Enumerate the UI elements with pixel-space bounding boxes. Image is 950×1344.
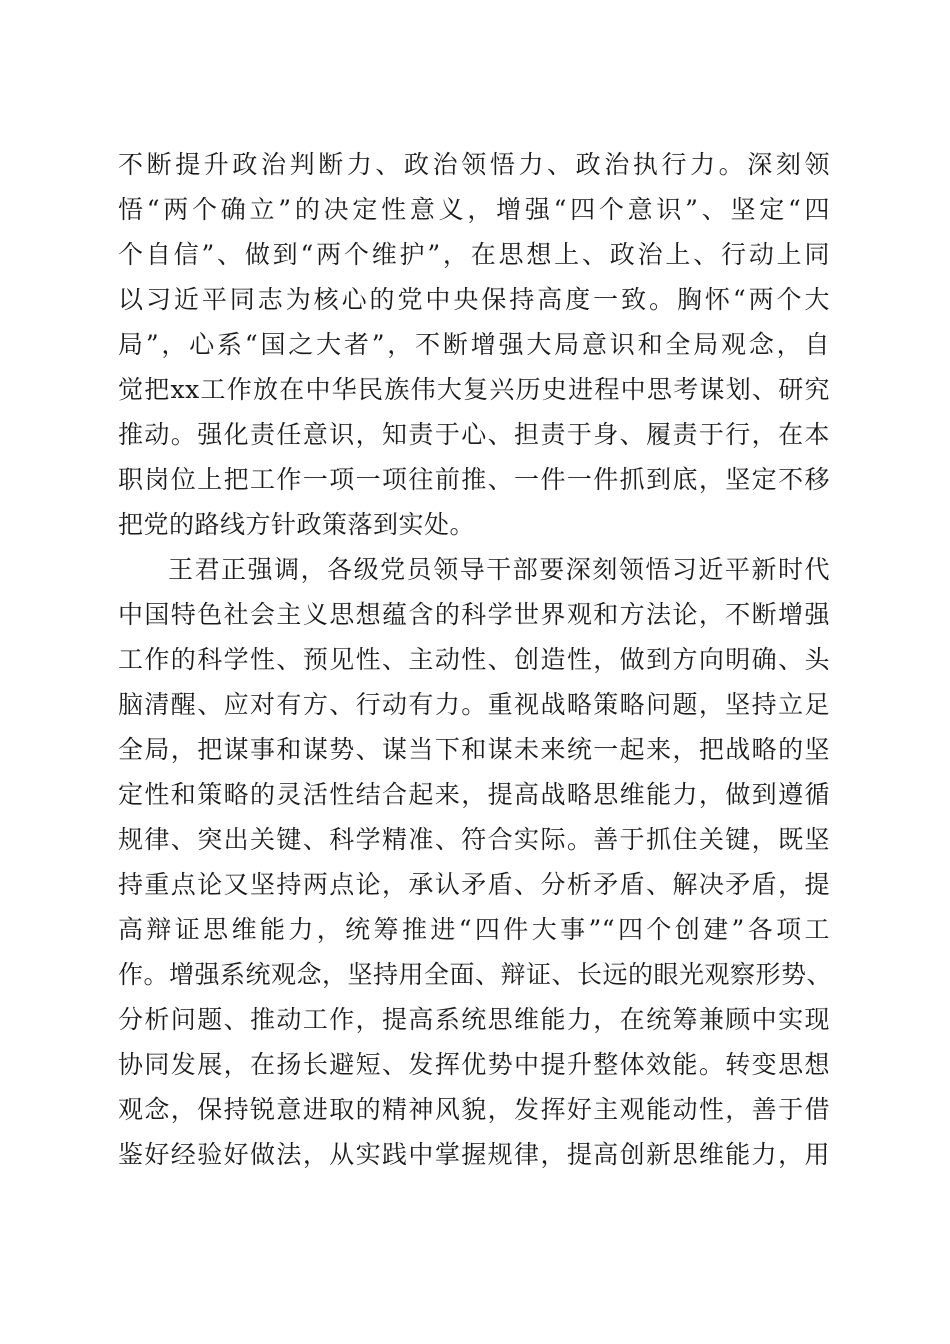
text-line: 协同发展，在扬长避短、发挥优势中提升整体效能。转变思想	[118, 1050, 830, 1079]
text-line: 高辩证思维能力，统筹推进“四件大事”“四个创建”各项工	[118, 915, 830, 944]
text-line: 悟“两个确立”的决定性意义，增强“四个意识”、坚定“四	[118, 195, 830, 224]
text-line: 全局，把谋事和谋势、谋当下和谋未来统一起来，把战略的坚	[118, 735, 830, 764]
text-line: 中国特色社会主义思想蕴含的科学世界观和方法论，不断增强	[118, 600, 830, 629]
text-line: 局”，心系“国之大者”，不断增强大局意识和全局观念，自	[118, 330, 830, 359]
text-line: 觉把xx工作放在中华民族伟大复兴历史进程中思考谋划、研究	[118, 375, 830, 404]
text-line: 分析问题、推动工作，提高系统思维能力，在统筹兼顾中实现	[118, 1005, 830, 1034]
text-line: 个自信”、做到“两个维护”，在思想上、政治上、行动上同	[118, 240, 830, 269]
text-line: 工作的科学性、预见性、主动性、创造性，做到方向明确、头	[118, 645, 830, 674]
text-line: 脑清醒、应对有方、行动有力。重视战略策略问题，坚持立足	[118, 690, 830, 719]
text-line: 定性和策略的灵活性结合起来，提高战略思维能力，做到遵循	[118, 780, 830, 809]
text-line: 观念，保持锐意进取的精神风貌，发挥好主观能动性，善于借	[118, 1095, 830, 1124]
text-line: 作。增强系统观念，坚持用全面、辩证、长远的眼光观察形势、	[118, 960, 833, 989]
paragraph-2	[118, 547, 833, 1177]
text-line: 规律、突出关键、科学精准、符合实际。善于抓住关键，既坚	[118, 825, 830, 854]
text-line: 职岗位上把工作一项一项往前推、一件一件抓到底，坚定不移	[118, 465, 830, 494]
text-line: 推动。强化责任意识，知责于心、担责于身、履责于行，在本	[118, 420, 830, 449]
body-text	[118, 142, 833, 1177]
text-line: 不断提升政治判断力、政治领悟力、政治执行力。深刻领	[118, 150, 830, 179]
text-line: 以习近平同志为核心的党中央保持高度一致。胸怀“两个大	[118, 285, 830, 314]
text-line: 持重点论又坚持两点论，承认矛盾、分析矛盾、解决矛盾，提	[118, 870, 830, 899]
text-line: 鉴好经验好做法，从实践中掌握规律，提高创新思维能力，用	[118, 1140, 830, 1169]
paragraph-1	[118, 142, 830, 547]
text-line: 把党的路线方针政策落到实处。	[118, 510, 476, 539]
text-line: 王君正强调，各级党员领导干部要深刻领悟习近平新时代	[168, 555, 830, 584]
